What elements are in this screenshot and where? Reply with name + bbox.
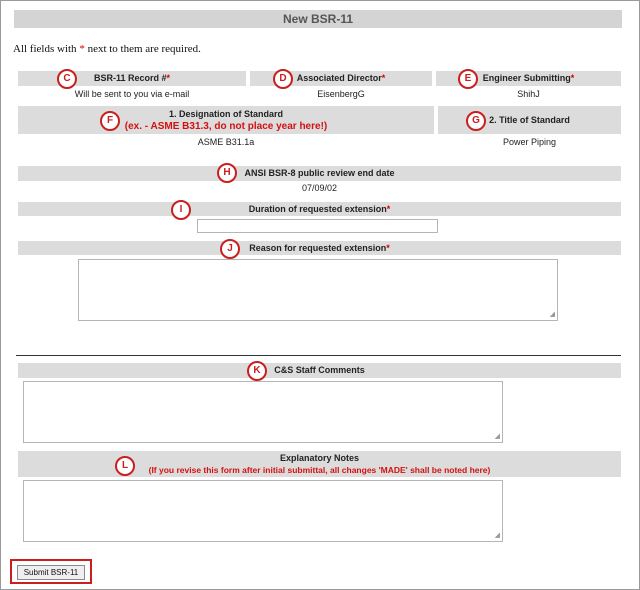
staff-comments-textarea[interactable]	[23, 381, 503, 443]
staff-comments-header: C&S Staff Comments	[18, 363, 621, 378]
designation-label: 1. Designation of Standard	[168, 109, 283, 119]
engineer-submitting-label: Engineer Submitting	[482, 73, 571, 83]
duration-header	[18, 202, 621, 216]
marker-g: G	[466, 111, 486, 131]
submit-highlight	[10, 559, 92, 584]
marker-j: J	[220, 239, 240, 259]
resize-grip-icon[interactable]: ◢	[549, 311, 555, 318]
bsr-record-value: Will be sent to you via e-mail	[74, 89, 190, 99]
designation-value: ASME B31.1a	[197, 137, 255, 147]
marker-h: H	[217, 163, 237, 183]
title-of-standard-header: 2. Title of Standard	[438, 106, 621, 134]
associated-director-label: Associated Director	[296, 73, 382, 83]
bsr-record-header	[18, 71, 246, 86]
explanatory-notes-hint: (If you revise this form after initial submittal, all changes 'MADE' shall be noted here)	[148, 465, 491, 475]
bsr-record-star: *	[166, 73, 171, 83]
form-title: New BSR-11	[14, 10, 622, 28]
reason-header	[18, 241, 621, 255]
review-end-date-value: 07/09/02	[301, 183, 338, 193]
resize-grip-icon[interactable]: ◢	[494, 433, 500, 440]
designation-header	[18, 106, 434, 134]
explanatory-notes-label: Explanatory Notes	[279, 453, 360, 463]
resize-grip-icon[interactable]: ◢	[494, 532, 500, 539]
marker-d: D	[273, 69, 293, 89]
duration-input[interactable]	[197, 219, 438, 233]
reason-label: Reason for requested extension	[249, 243, 387, 253]
designation-hint: (ex. - ASME B31.3, do not place year here!)	[124, 121, 328, 132]
engineer-submitting-value: ShihJ	[517, 89, 540, 99]
duration-label: Duration of requested extension	[248, 204, 387, 214]
marker-c: C	[57, 69, 77, 89]
marker-e: E	[458, 69, 478, 89]
review-end-date-header: ANSI BSR-8 public review end date	[18, 166, 621, 181]
marker-i: I	[171, 200, 191, 220]
duration-star: *	[386, 204, 391, 214]
explanatory-notes-header	[18, 451, 621, 477]
bsr-record-label: BSR-11 Record #	[93, 73, 167, 83]
reason-star: *	[386, 243, 390, 253]
required-note-tail: next to them are required.	[87, 43, 201, 55]
reason-textarea[interactable]	[78, 259, 558, 321]
explanatory-notes-textarea[interactable]	[23, 480, 503, 542]
required-star: *	[79, 43, 85, 55]
marker-l: L	[115, 456, 135, 476]
required-fields-note	[13, 43, 201, 55]
associated-director-value: EisenbergG	[317, 89, 365, 99]
associated-director-star: *	[381, 73, 386, 83]
submit-button[interactable]: Submit BSR-11	[17, 565, 85, 580]
title-of-standard-value: Power Piping	[502, 137, 557, 147]
marker-f: F	[100, 111, 120, 131]
engineer-submitting-star: *	[570, 73, 575, 83]
marker-k: K	[247, 361, 267, 381]
required-note-text: All fields with	[13, 43, 77, 55]
section-divider	[16, 355, 621, 356]
